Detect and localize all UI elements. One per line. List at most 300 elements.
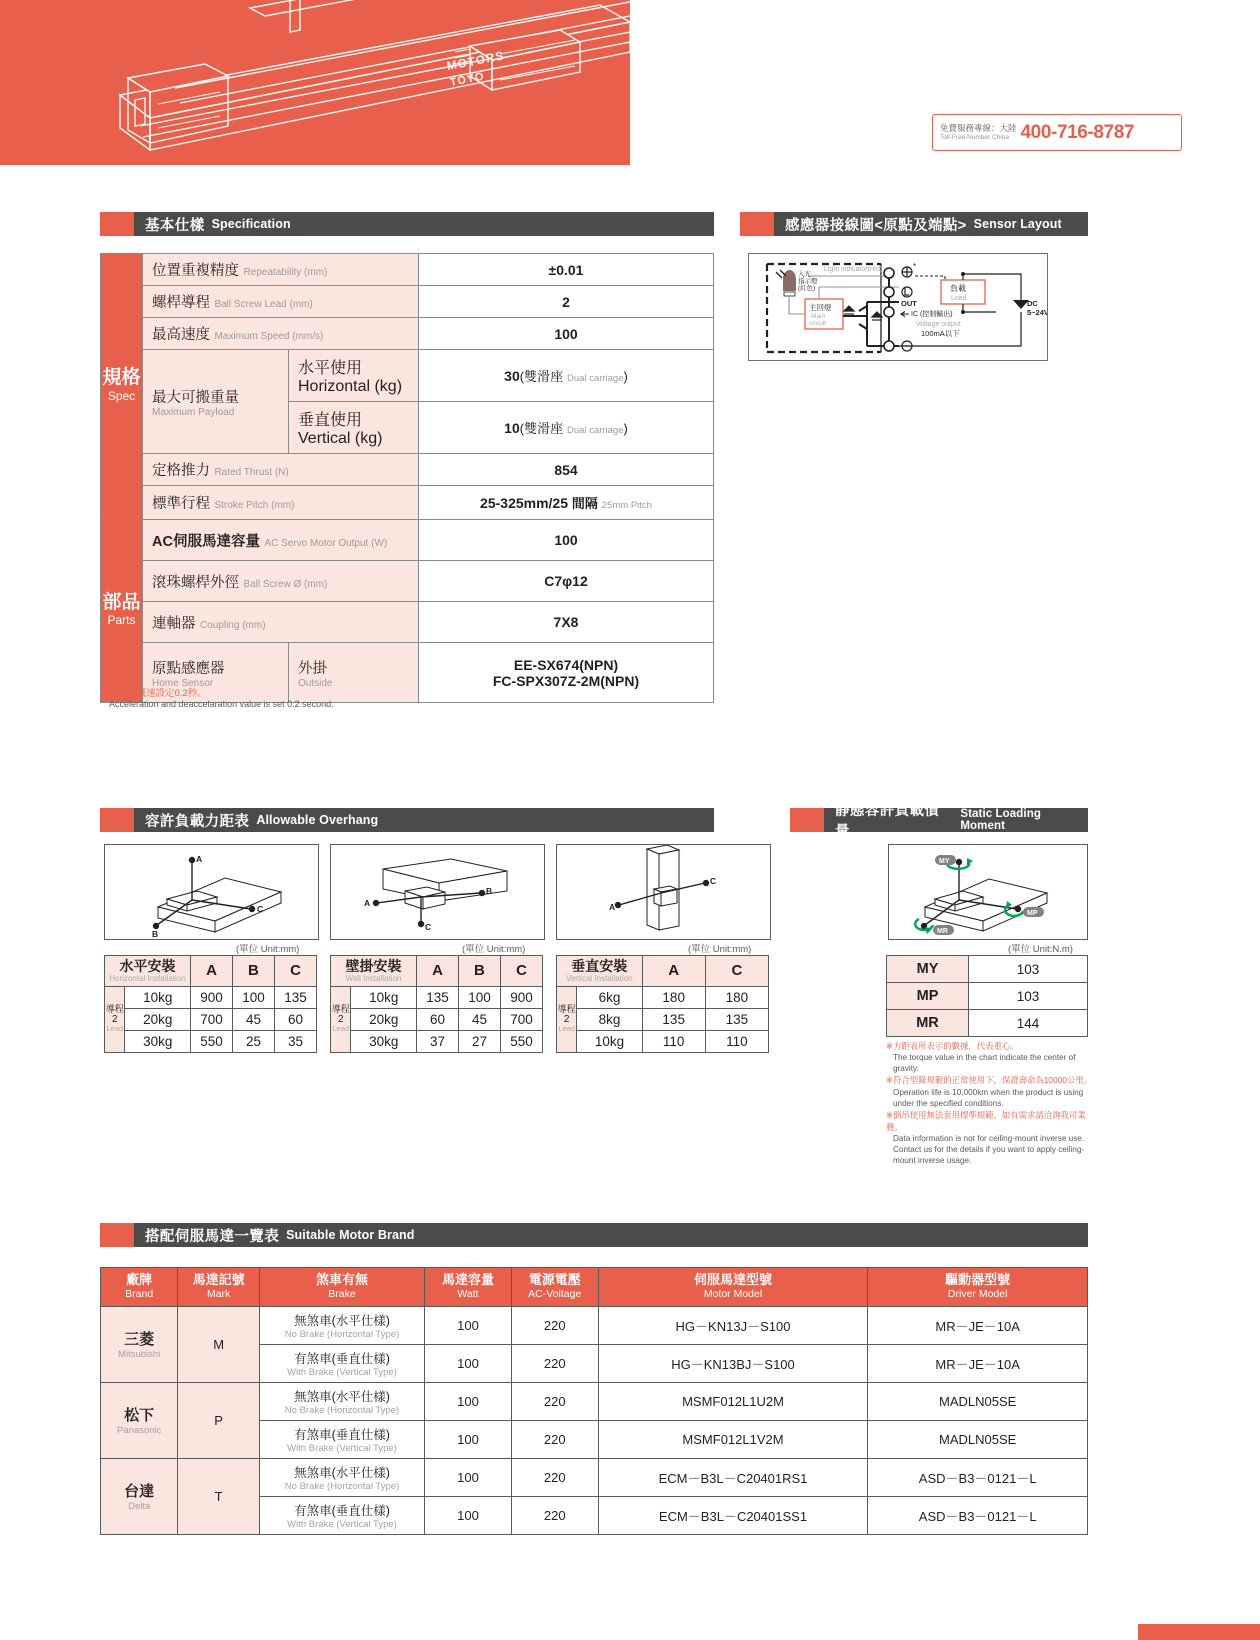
spec-row-value: C7φ12 [419, 561, 714, 602]
static-loading-value: 103 [969, 983, 1088, 1010]
spec-label-cn: 滾珠螺桿外徑 [152, 574, 239, 591]
overhang-value: 550 [500, 1030, 542, 1052]
spec-group-spec [101, 254, 143, 520]
col-motor-model-en: Motor Model [703, 1287, 763, 1300]
spec-group-spec-cn: 規格 [102, 367, 141, 389]
static-loading-key: MR [887, 1010, 969, 1037]
spec-row-value: 100 [419, 520, 714, 561]
section-header-motor-brand [100, 1223, 1088, 1247]
overhang-col-b: B [458, 956, 500, 987]
overhang-value: 700 [191, 1008, 233, 1030]
overhang-unit-note-3: (單位 Unit:mm) [688, 944, 752, 955]
spec-sublabel-cn: 水平使用 [298, 360, 363, 377]
section-title-cn: 基本仕樣 [145, 217, 205, 234]
overhang-title-vertical [557, 956, 643, 987]
spec-label-en: Rated Thrust (N) [214, 467, 289, 478]
overhang-col-a: A [191, 956, 233, 987]
overhang-value: 60 [274, 1008, 316, 1030]
watt-value: 100 [425, 1344, 512, 1382]
overhang-load: 10kg [351, 986, 417, 1008]
table-row [887, 956, 1088, 983]
spec-row-label [143, 561, 419, 602]
brand-name-en: Delta [128, 1501, 151, 1513]
svg-text:負載: 負載 [950, 284, 966, 293]
svg-text:100mA以下: 100mA以下 [921, 329, 960, 338]
overhang-col-c: C [500, 956, 542, 987]
spec-row-label [143, 286, 419, 318]
section-header-sensor-layout [740, 212, 1088, 236]
overhang-lead-label [557, 986, 577, 1052]
spec-row-value-horizontal [419, 350, 714, 402]
col-brake-en: Brake [328, 1287, 356, 1300]
brake-cn: 無煞車(水平仕樣) [294, 1313, 390, 1328]
spec-row-value: 7X8 [419, 602, 714, 643]
brake-cn: 有煞車(垂直仕樣) [294, 1427, 390, 1442]
lead-cn: 導程 [557, 1004, 576, 1015]
overhang-load: 10kg [125, 986, 191, 1008]
brake-type [259, 1496, 424, 1534]
payload-vertical-en: Dual carriage [566, 425, 624, 436]
spec-row-value-stroke [419, 486, 714, 520]
static-note-en-1: The torque value in the chart indicate the center of gravity. [893, 1053, 1076, 1074]
table-row [557, 1030, 769, 1052]
table-row [331, 1008, 543, 1030]
spec-footnote-en: Acceleration and deaccelaration value is set 0.2 second. [109, 699, 334, 709]
svg-text:Main: Main [811, 313, 826, 320]
motor-model-value: HG－KN13J－S100 [598, 1306, 868, 1344]
stroke-en: 25mm Pitch [601, 500, 652, 511]
static-note-cn-1: ※力距表所表示的數據，代表重心。 [886, 1041, 1019, 1051]
table-row [101, 1382, 1088, 1420]
brand-mark: T [178, 1458, 260, 1534]
table-row [101, 1458, 1088, 1496]
section-title-en: Allowable Overhang [256, 813, 379, 827]
spec-label-en: Repeatability (mm) [243, 267, 328, 278]
spec-label-en: Ball Screw Ø (mm) [243, 578, 328, 590]
svg-text:5~24V: 5~24V [1027, 308, 1047, 317]
overhang-diagram-horizontal [104, 844, 319, 940]
svg-text:OUT: OUT [901, 299, 917, 308]
overhang-table-wall [330, 955, 543, 1053]
payload-horizontal-en: Dual carriage [566, 373, 624, 384]
driver-model-value: MADLN05SE [868, 1382, 1088, 1420]
table-header-row [557, 956, 769, 987]
section-accent-tab [790, 808, 824, 832]
table-row [887, 1010, 1088, 1037]
driver-model-value: ASD－B3－0121－L [868, 1496, 1088, 1534]
home-sensor-model-2: FC-SPX307Z-2M(NPN) [492, 672, 640, 689]
voltage-value: 220 [511, 1306, 598, 1344]
overhang-load: 30kg [351, 1030, 417, 1052]
section-accent-tab [100, 808, 134, 832]
col-voltage-cn: 電源電壓 [528, 1272, 581, 1287]
stroke-cn: 間隔 [571, 496, 598, 511]
brake-en: No Brake (Horizontal Type) [284, 1328, 400, 1340]
svg-text:A: A [196, 854, 203, 864]
brake-cn: 有煞車(垂直仕樣) [294, 1503, 390, 1518]
watt-value: 100 [425, 1382, 512, 1420]
svg-text:TOYO: TOYO [448, 70, 486, 89]
spec-row-value: 2 [419, 286, 714, 318]
voltage-value: 220 [511, 1458, 598, 1496]
table-row [557, 1008, 769, 1030]
brake-en: With Brake (Vertical Type) [287, 1442, 397, 1454]
lead-value: 2 [563, 1013, 570, 1025]
overhang-title-cn: 水平安裝 [119, 958, 176, 974]
voltage-value: 220 [511, 1420, 598, 1458]
spec-group-parts [101, 520, 143, 703]
watt-value: 100 [425, 1496, 512, 1534]
sensor-wiring-diagram [748, 253, 1048, 361]
svg-text:MP: MP [1027, 910, 1038, 917]
overhang-value: 900 [500, 986, 542, 1008]
svg-text:DC: DC [1027, 299, 1038, 308]
svg-text:(紅色): (紅色) [798, 285, 816, 292]
svg-text:Load: Load [951, 295, 967, 302]
payload-vertical-tail: ) [623, 421, 628, 436]
brake-en: No Brake (Horizontal Type) [284, 1404, 400, 1416]
spec-label-en: Coupling (mm) [199, 619, 266, 631]
overhang-load: 10kg [577, 1030, 642, 1052]
spec-label-cn: 位置重複精度 [152, 263, 239, 279]
toll-free-hotline [932, 114, 1182, 151]
overhang-load: 8kg [577, 1008, 642, 1030]
svg-text:B: B [152, 929, 159, 939]
overhang-diagram-vertical [556, 844, 771, 940]
section-header-static-loading [790, 803, 1088, 840]
brake-en: With Brake (Vertical Type) [287, 1366, 397, 1378]
specification-table [100, 253, 714, 703]
table-header-row [101, 1268, 1088, 1307]
overhang-col-c: C [705, 956, 768, 987]
static-loading-notes [886, 1040, 1094, 1166]
spec-sublabel-horizontal [289, 350, 419, 402]
col-mark [178, 1268, 260, 1307]
payload-horizontal-number: 30 [504, 368, 520, 384]
brand-name-cn: 台達 [124, 1483, 155, 1501]
overhang-value: 135 [274, 986, 316, 1008]
table-row [331, 986, 543, 1008]
spec-label-en: Ball Screw Lead (mm) [214, 299, 313, 310]
spec-sublabel-en: Horizontal (kg) [298, 378, 403, 395]
brake-cn: 有煞車(垂直仕樣) [294, 1351, 390, 1366]
static-loading-value: 103 [969, 956, 1088, 983]
overhang-lead-label [105, 986, 125, 1052]
overhang-load: 30kg [125, 1030, 191, 1052]
overhang-col-a: A [417, 956, 459, 987]
static-loading-table [886, 955, 1088, 1037]
spec-sublabel-cn: 垂直使用 [298, 412, 363, 429]
overhang-load: 20kg [125, 1008, 191, 1030]
svg-text:*: * [913, 262, 917, 271]
table-row [105, 986, 317, 1008]
overhang-value: 100 [458, 986, 500, 1008]
col-motor-model-cn: 伺服馬達型號 [693, 1272, 772, 1287]
led-indicator-icon [776, 270, 796, 296]
section-header-specification [100, 212, 714, 236]
overhang-value: 135 [417, 986, 459, 1008]
table-row [105, 1008, 317, 1030]
col-driver-model-cn: 驅動器型號 [945, 1272, 1011, 1287]
overhang-unit-note-2: (單位 Unit:mm) [462, 944, 526, 955]
overhang-title-cn: 壁掛安裝 [345, 958, 402, 974]
spec-label-en: Maximum Speed (mm/s) [214, 331, 324, 342]
spec-label-cn: AC伺服馬達容量 [152, 533, 260, 550]
col-watt [425, 1268, 512, 1307]
static-loading-key: MP [887, 983, 969, 1010]
overhang-load: 6kg [577, 986, 642, 1008]
static-note-en-2: Operation life is 10,000km when the product is using under the specified conditions. [893, 1087, 1084, 1108]
spec-group-parts-cn: 部品 [102, 591, 141, 613]
spec-label-cn: 定格推力 [152, 463, 210, 479]
overhang-title-en: Wall Installation [345, 973, 402, 983]
col-driver-model-en: Driver Model [947, 1287, 1008, 1300]
brand-mark: M [178, 1306, 260, 1382]
overhang-value: 135 [705, 1008, 768, 1030]
overhang-value: 180 [705, 986, 768, 1008]
lead-en: Lead [332, 1024, 350, 1034]
spec-row-label [143, 520, 419, 561]
brand-name-en: Panasonic [116, 1425, 162, 1437]
svg-text:IC (控制輸出): IC (控制輸出) [911, 311, 953, 318]
overhang-title-wall [331, 956, 417, 987]
spec-sublabel-vertical [289, 402, 419, 454]
motor-model-value: ECM－B3L－C20401RS1 [598, 1458, 868, 1496]
overhang-value: 135 [642, 1008, 705, 1030]
overhang-value: 900 [191, 986, 233, 1008]
spec-label-en: Stroke Pitch (mm) [214, 500, 295, 511]
col-mark-en: Mark [206, 1287, 231, 1300]
section-accent-tab [100, 212, 134, 236]
spec-sublabel-cn: 外掛 [298, 660, 327, 677]
spec-label-en: AC Servo Motor Output (W) [264, 537, 388, 549]
voltage-value: 220 [511, 1382, 598, 1420]
col-driver-model [868, 1268, 1088, 1307]
driver-model-value: MADLN05SE [868, 1420, 1088, 1458]
table-row [101, 1306, 1088, 1344]
spec-label-en: Home Sensor [152, 677, 214, 689]
section-header-allowable-overhang [100, 808, 714, 832]
overhang-value: 110 [642, 1030, 705, 1052]
static-loading-value: 144 [969, 1010, 1088, 1037]
overhang-value: 550 [191, 1030, 233, 1052]
svg-text:入光: 入光 [798, 271, 811, 278]
section-accent-tab [740, 212, 774, 236]
brake-type [259, 1420, 424, 1458]
payload-horizontal-cn: (雙滑座 [519, 369, 564, 384]
spec-row-value: ±0.01 [419, 254, 714, 286]
brake-en: With Brake (Vertical Type) [287, 1518, 397, 1530]
brand-name-cn: 松下 [124, 1407, 155, 1425]
svg-text:C: C [425, 922, 432, 932]
spec-label-cn: 原點感應器 [152, 660, 225, 677]
col-brake-cn: 煞車有無 [315, 1272, 368, 1287]
driver-model-value: MR－JE－10A [868, 1344, 1088, 1382]
spec-row-label [143, 254, 419, 286]
spec-label-cn: 標準行程 [152, 496, 210, 512]
col-watt-en: Watt [457, 1287, 479, 1300]
col-brand-en: Brand [125, 1287, 154, 1300]
lead-en: Lead [558, 1024, 576, 1034]
spec-sublabel-en: Outside [298, 677, 333, 689]
table-row [557, 986, 769, 1008]
overhang-value: 45 [458, 1008, 500, 1030]
svg-text:B: B [486, 886, 493, 896]
brake-type [259, 1382, 424, 1420]
hotline-label-en: Toll-Free Number China [940, 133, 1009, 141]
overhang-title-en: Vertical Installation [565, 973, 633, 983]
table-row [105, 1030, 317, 1052]
section-accent-tab [100, 1223, 134, 1247]
motor-model-value: ECM－B3L－C20401SS1 [598, 1496, 868, 1534]
svg-text:MR: MR [937, 928, 948, 935]
brake-type [259, 1458, 424, 1496]
svg-text:Voltage output: Voltage output [916, 321, 961, 328]
lead-cn: 導程 [105, 1004, 124, 1015]
spec-label-cn: 螺桿導程 [152, 295, 210, 311]
watt-value: 100 [425, 1458, 512, 1496]
spec-label-cn: 最高速度 [152, 327, 210, 343]
motor-model-value: MSMF012L1V2M [598, 1420, 868, 1458]
svg-text:C: C [710, 876, 717, 886]
brake-cn: 無煞車(水平仕樣) [294, 1465, 390, 1480]
svg-text:A: A [609, 902, 616, 912]
overhang-load: 20kg [351, 1008, 417, 1030]
hotline-number: 400-716-8787 [1020, 121, 1135, 143]
hotline-label [940, 123, 1017, 142]
brand-mark: P [178, 1382, 260, 1458]
lead-value: 2 [337, 1013, 344, 1025]
spec-label-en: Maximum Payload [152, 406, 235, 418]
lead-en: Lead [106, 1024, 124, 1034]
section-title-cn: 容許負載力距表 [145, 813, 250, 830]
col-voltage [511, 1268, 598, 1307]
spec-row-label-payload [143, 350, 289, 454]
static-loading-diagram [888, 844, 1088, 940]
overhang-title-en: Horizontal Installation [109, 973, 186, 983]
spec-row-label [143, 454, 419, 486]
driver-model-value: ASD－B3－0121－L [868, 1458, 1088, 1496]
overhang-value: 110 [705, 1030, 768, 1052]
spec-label-cn: 連軸器 [152, 615, 196, 632]
section-title-en: Static Loading Moment [960, 808, 1041, 832]
brake-cn: 無煞車(水平仕樣) [294, 1389, 390, 1404]
overhang-table-vertical [556, 955, 769, 1053]
brake-type [259, 1344, 424, 1382]
brand-name-cn: 三菱 [124, 1331, 155, 1349]
brand-name-en: Mitsubishi [118, 1349, 161, 1361]
col-brand-cn: 廠牌 [126, 1272, 153, 1287]
payload-vertical-cn: (雙滑座 [519, 421, 564, 436]
spec-row-label [143, 318, 419, 350]
spec-footnote [100, 685, 560, 709]
lead-value: 2 [111, 1013, 118, 1025]
spec-row-label [143, 486, 419, 520]
spec-label-cn: 最大可搬重量 [152, 389, 239, 406]
payload-vertical-number: 10 [504, 420, 520, 436]
overhang-col-c: C [274, 956, 316, 987]
overhang-value: 25 [232, 1030, 274, 1052]
overhang-col-a: A [642, 956, 705, 987]
table-row [887, 983, 1088, 1010]
lead-cn: 導程 [331, 1004, 350, 1015]
suitable-motor-brand-table [100, 1267, 1088, 1535]
table-header-row [331, 956, 543, 987]
static-loading-key: MY [887, 956, 969, 983]
col-watt-cn: 馬達容量 [441, 1272, 494, 1287]
overhang-unit-note-1: (單位 Unit:mm) [236, 944, 300, 955]
static-note-cn-3: ※倒吊使用無法套用標準規範，如有需求請洽詢我司業務。 [886, 1109, 1086, 1132]
stroke-range: 25-325mm/25 [480, 495, 568, 511]
section-title-cn: 搭配伺服馬達一覽表 [145, 1228, 280, 1245]
spec-footnote-cn: ※馬達加減速設定0.2秒。 [100, 688, 207, 699]
svg-text:C: C [257, 904, 264, 914]
brand-delta [101, 1458, 178, 1534]
home-sensor-model-1: EE-SX674(NPN) [513, 656, 619, 673]
section-title-en: Suitable Motor Brand [286, 1228, 415, 1242]
static-note-cn-2: ※符合型錄規範的正常使用下，保證壽命為10000公里。 [886, 1075, 1093, 1086]
overhang-col-b: B [232, 956, 274, 987]
overhang-table-horizontal [104, 955, 317, 1053]
watt-value: 100 [425, 1420, 512, 1458]
table-row [331, 1030, 543, 1052]
spec-row-value: 854 [419, 454, 714, 486]
overhang-value: 100 [232, 986, 274, 1008]
svg-text:MY: MY [939, 858, 950, 865]
overhang-value: 27 [458, 1030, 500, 1052]
brand-panasonic [101, 1382, 178, 1458]
section-title-en: Sensor Layout [973, 217, 1062, 231]
col-motor-model [598, 1268, 868, 1307]
motor-model-value: MSMF012L1U2M [598, 1382, 868, 1420]
overhang-lead-label [331, 986, 351, 1052]
brake-type [259, 1306, 424, 1344]
driver-model-value: MR－JE－10A [868, 1306, 1088, 1344]
payload-horizontal-tail: ) [623, 369, 628, 384]
svg-text:A: A [364, 898, 371, 908]
motor-model-value: HG－KN13BJ－S100 [598, 1344, 868, 1382]
overhang-value: 45 [232, 1008, 274, 1030]
voltage-value: 220 [511, 1344, 598, 1382]
spec-group-spec-en: Spec [107, 388, 136, 403]
table-header-row [105, 956, 317, 987]
overhang-value: 37 [417, 1030, 459, 1052]
page-footer-accent [1138, 1624, 1260, 1640]
overhang-value: 180 [642, 986, 705, 1008]
overhang-value: 60 [417, 1008, 459, 1030]
svg-text:circuit: circuit [809, 320, 826, 327]
static-note-en-3: Data information is not for ceiling-mount inverse use. Contact us for the details if you want to apply ceiling-mount inverse usage. [893, 1134, 1085, 1166]
product-banner [0, 0, 630, 165]
svg-text:主回燈: 主回燈 [809, 303, 832, 312]
col-mark-cn: 馬達記號 [192, 1272, 245, 1287]
col-brand [101, 1268, 178, 1307]
overhang-diagram-wall [330, 844, 545, 940]
spec-row-label [143, 602, 419, 643]
hotline-label-cn: 免費服務專線：大陸 [940, 123, 1017, 134]
overhang-value: 35 [274, 1030, 316, 1052]
brake-en: No Brake (Horizontal Type) [284, 1480, 400, 1492]
voltage-value: 220 [511, 1496, 598, 1534]
static-loading-unit-note: (單位 Unit:N.m) [1008, 944, 1073, 955]
spec-row-value-vertical [419, 402, 714, 454]
spec-sublabel-en: Vertical (kg) [298, 430, 383, 447]
brand-mitsubishi [101, 1306, 178, 1382]
section-title-cn: 感應器接線圖<原點及端點> [785, 217, 967, 234]
col-brake [259, 1268, 424, 1307]
svg-text:MOTORS: MOTORS [445, 48, 506, 74]
svg-text:指示燈: 指示燈 [798, 278, 818, 285]
